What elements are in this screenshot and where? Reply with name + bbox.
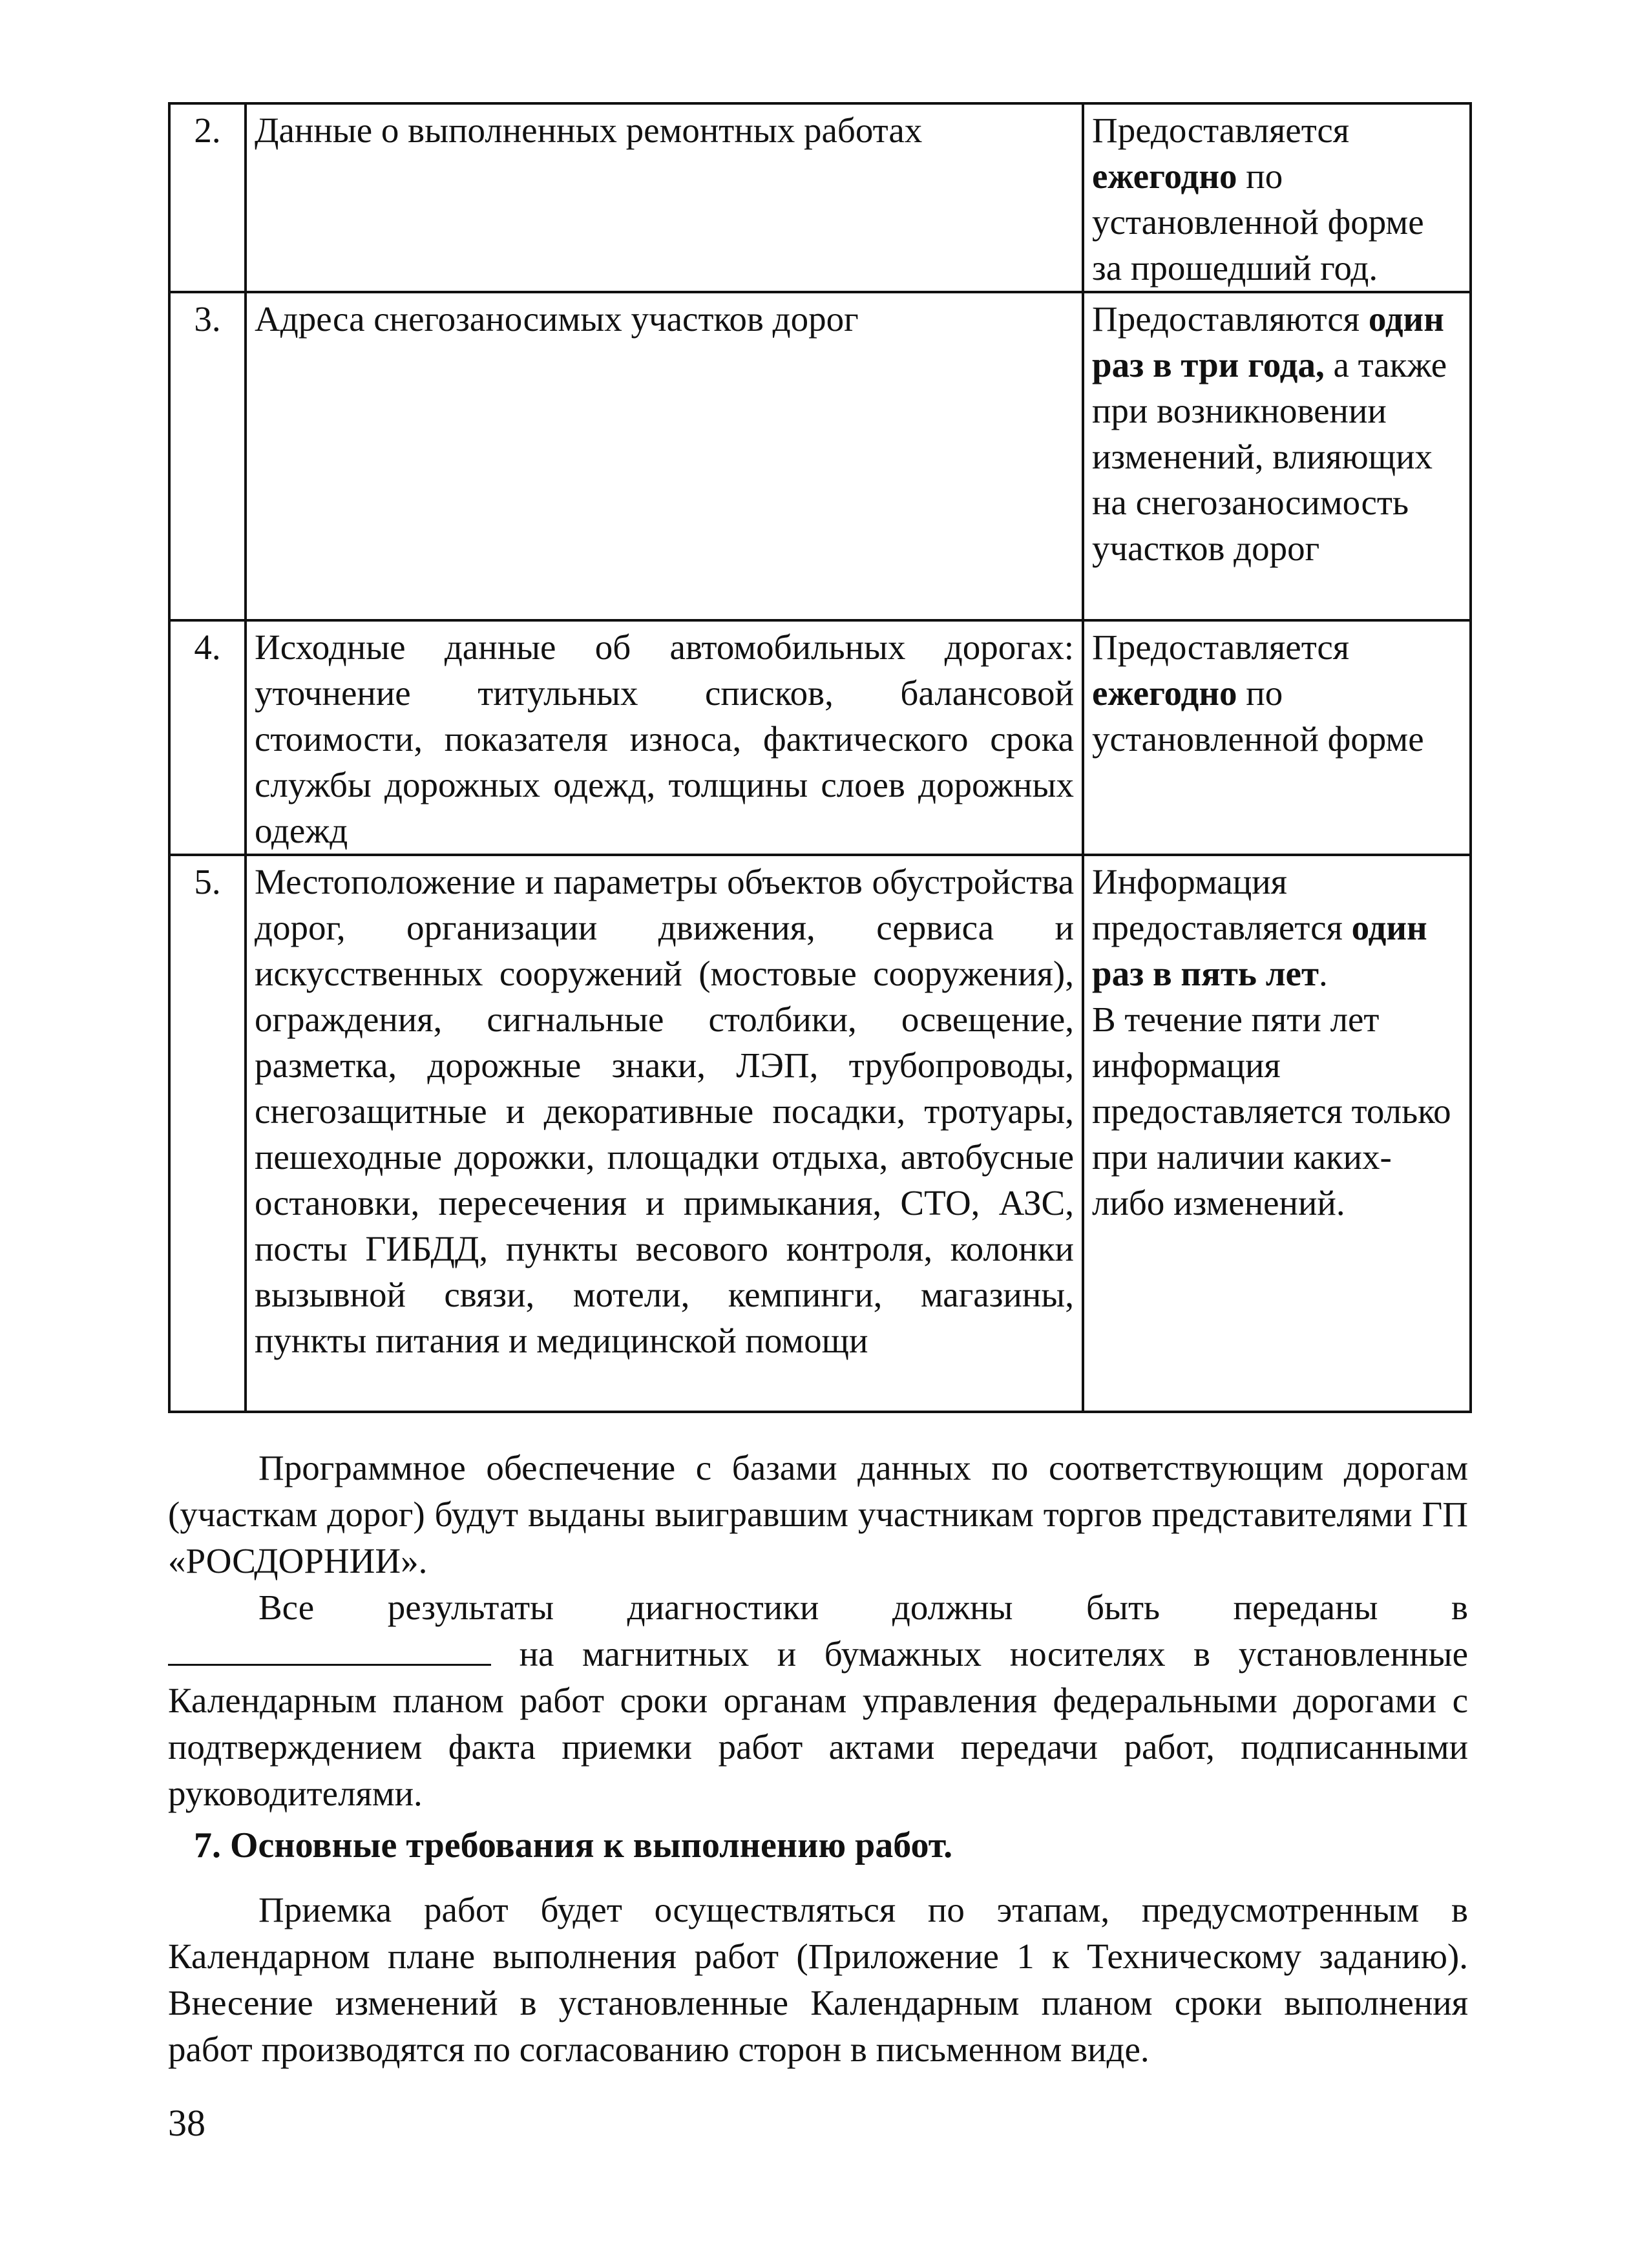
paragraph-acceptance: Приемка работ будет осуществляться по этапам, предусмотренным в Календарном плане выполнения работ (Приложение 1 к Техническому заданию). Внесение изменений в установленные Календарным планом сроки выполнения работ производятся по согласованию сторон в письменном виде. [168, 1890, 1468, 2069]
note-emphasis: один раз в пять лет [1092, 908, 1427, 993]
section-heading: 7. Основные требования к выполнению работ. [194, 1825, 953, 1865]
row-number: 3. [169, 292, 246, 620]
note-text: В течение пяти лет информация предоставляется только при наличии каких-либо изменений. [1092, 1000, 1451, 1223]
blank-fill-line [168, 1632, 491, 1666]
note-text: а также при возникновении изменений, влияющих на снегозаносимость участков дорог [1092, 345, 1447, 568]
row-description: Адреса снегозаносимых участков дорог [246, 292, 1083, 620]
note-emphasis: один раз в три года, [1092, 299, 1444, 384]
row-note [1083, 103, 1471, 292]
row-description: Исходные данные об автомобильных дорогах: уточнение титульных списков, балансовой стоимости, показателя износа, фактического срока службы дорожных одежд, толщины слоев дорожных одежд [246, 620, 1083, 855]
requirements-table [168, 102, 1472, 1413]
row-note [1083, 620, 1471, 855]
paragraph-results-rest: на магнитных и бумажных носителях в установленные Календарным планом работ сроки органам управления федеральными дорогами с подтверждением факта приемки работ актами передачи работ, подписанными руководителями. [168, 1634, 1468, 1813]
note-text: Информация предоставляется [1092, 862, 1352, 947]
row-note [1083, 855, 1471, 1412]
table-row [169, 620, 1471, 855]
paragraph-software: Программное обеспечение с базами данных по соответствующим дорогам (участкам дорог) будут выданы выигравшим участникам торгов представителями ГП «РОСДОРНИИ». [168, 1448, 1468, 1580]
table-row [169, 855, 1471, 1412]
row-number: 4. [169, 620, 246, 855]
paragraph-results-first-line: Все результаты диагностики должны быть переданы в [258, 1588, 1468, 1627]
row-description: Местоположение и параметры объектов обустройства дорог, организации движения, сервиса и искусственных сооружений (мостовые сооружения), ограждения, сигнальные столбики, освещение, разметка, дорожные знаки, ЛЭП, трубопроводы, снегозащитные и декоративные посадки, тротуары, пешеходные дорожки, площадки отдыха, автобусные остановки, пересечения и примыкания, СТО, АЗС, посты ГИБДД, пункты весового контроля, колонки вызывной связи, мотели, кемпинги, магазины, пункты питания и медицинской помощи [246, 855, 1083, 1412]
note-emphasis: ежегодно [1092, 673, 1237, 713]
note-text: Предоставляется [1092, 110, 1350, 150]
note-text: по установленной форме за прошедший год. [1092, 156, 1424, 288]
note-text: . [1318, 954, 1328, 993]
page-number: 38 [168, 2102, 205, 2144]
table-body [169, 103, 1471, 1412]
row-description: Данные о выполненных ремонтных работах [246, 103, 1083, 292]
row-note [1083, 292, 1471, 620]
row-number: 5. [169, 855, 246, 1412]
note-text: по установленной форме [1092, 673, 1424, 759]
note-text: Предоставляется [1092, 627, 1350, 667]
table-row [169, 292, 1471, 620]
note-emphasis: ежегодно [1092, 156, 1237, 196]
paragraph-results [168, 1584, 1468, 1817]
note-text: Предоставляются [1092, 299, 1369, 339]
row-number: 2. [169, 103, 246, 292]
table-row [169, 103, 1471, 292]
